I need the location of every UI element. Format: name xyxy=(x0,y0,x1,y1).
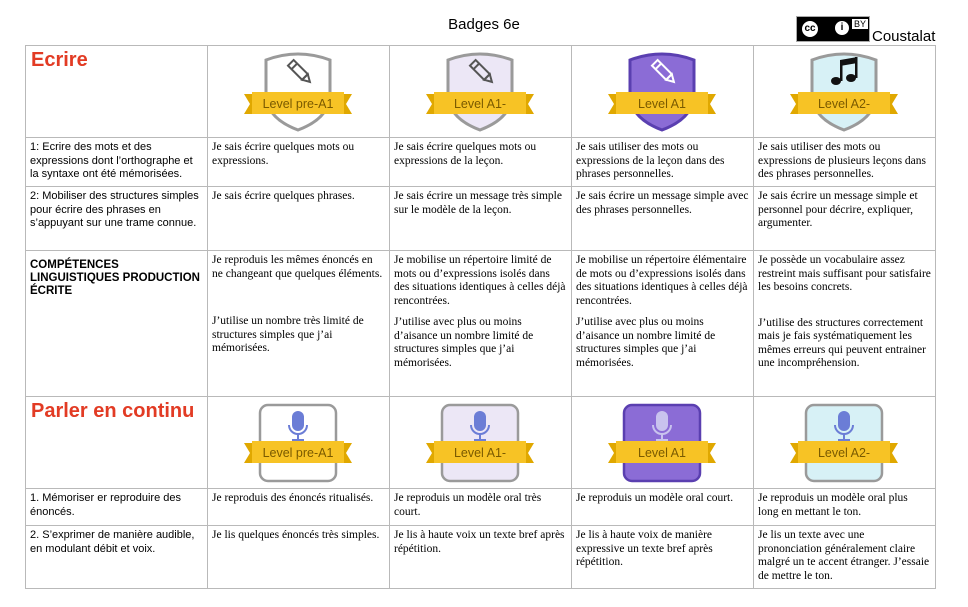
competence-label: COMPÉTENCES LINGUISTIQUES PRODUCTION ÉCRITE xyxy=(26,251,208,397)
level-label: Level A2- xyxy=(817,97,871,111)
level-ribbon xyxy=(426,92,534,114)
skill-label: 1. Mémoriser er reproduire des énoncés. xyxy=(26,489,208,526)
descriptor-cell: Je lis un texte avec une prononciation généralement claire malgré un te accent étranger. J’essaie de mettre le ton. xyxy=(754,526,936,589)
table-row xyxy=(26,138,936,187)
skill-label: 2. S’exprimer de manière audible, en modulant débit et voix. xyxy=(26,526,208,589)
descriptor-cell: Je sais écrire un message simple avec des phrases personnelles. xyxy=(572,187,754,251)
level-ribbon xyxy=(426,441,534,463)
section-parler-header-row xyxy=(26,397,936,489)
descriptor-cell: Je sais écrire un message très simple sur le modèle de la leçon. xyxy=(390,187,572,251)
badge-shield-a1 xyxy=(572,46,754,138)
cc-license-logo xyxy=(796,16,870,42)
descriptor-para: Je possède un vocabulaire assez restreint mais suffisant pour satisfaire les besoins concrets. xyxy=(758,254,931,293)
badge-shield-a2-minus xyxy=(754,46,936,138)
cc-icon: cc xyxy=(800,19,820,39)
person-icon: i xyxy=(833,19,851,37)
level-ribbon xyxy=(244,441,352,463)
descriptor-cell: Je sais écrire quelques phrases. xyxy=(208,187,390,251)
descriptor-para: Je reproduis les mêmes énoncés en ne changeant que quelques éléments. xyxy=(212,254,383,280)
level-label: Level A2- xyxy=(817,446,871,460)
table-row xyxy=(26,489,936,526)
badge-shield-a1-minus xyxy=(390,46,572,138)
author-name: Coustalat xyxy=(872,28,936,45)
descriptor-cell: Je lis quelques énoncés très simples. xyxy=(208,526,390,589)
badge-square-a1-minus xyxy=(390,397,572,489)
section-heading-ecrire: Ecrire xyxy=(26,46,208,138)
level-label: Level pre-A1 xyxy=(262,446,334,460)
descriptor-para: Je mobilise un répertoire limité de mots ou d’expressions isolés dans des situations identiques à celles déjà rencontrées. xyxy=(394,254,566,307)
descriptor-para: J’utilise avec plus ou moins d’aisance un nombre limité de structures simples que j’ai mémorisées. xyxy=(394,316,534,369)
descriptor-cell xyxy=(754,251,936,397)
page-title: Badges 6e xyxy=(448,16,520,33)
badge-square-a1 xyxy=(572,397,754,489)
badge-shield-pre-a1 xyxy=(208,46,390,138)
descriptor-cell: Je lis à haute voix de manière expressive un texte bref après répétition. xyxy=(572,526,754,589)
descriptor-cell: Je sais écrire quelques mots ou expressions de la leçon. xyxy=(390,138,572,187)
level-ribbon xyxy=(244,92,352,114)
level-ribbon xyxy=(790,92,898,114)
descriptor-cell: Je lis à haute voix un texte bref après répétition. xyxy=(390,526,572,589)
descriptor-cell: Je sais écrire quelques mots ou expressions. xyxy=(208,138,390,187)
descriptor-para: J’utilise des structures correctement mais je fais systématiquement les mêmes erreurs qui peuvent entrainer une incompréhension. xyxy=(758,316,926,369)
badge-square-pre-a1 xyxy=(208,397,390,489)
level-label: Level A1- xyxy=(453,97,507,111)
skill-label: 1: Ecrire des mots et des expressions dont l’orthographe et la syntaxe ont été mémorisées. xyxy=(26,138,208,187)
skill-label: 2: Mobiliser des structures simples pour écrire des phrases en s’appuyant sur une trame connue. xyxy=(26,187,208,251)
table-row xyxy=(26,526,936,589)
level-ribbon xyxy=(608,92,716,114)
descriptor-cell: Je reproduis un modèle oral court. xyxy=(572,489,754,526)
badges-table xyxy=(25,45,936,589)
badge-square-a2-minus xyxy=(754,397,936,489)
descriptor-cell: Je sais utiliser des mots ou expressions de plusieurs leçons dans des phrases personnelles. xyxy=(754,138,936,187)
descriptor-cell: Je reproduis un modèle oral très court. xyxy=(390,489,572,526)
level-ribbon xyxy=(608,441,716,463)
section-heading-parler: Parler en continu xyxy=(26,397,208,489)
descriptor-cell: Je reproduis un modèle oral plus long en mettant le ton. xyxy=(754,489,936,526)
table-row-competences xyxy=(26,251,936,397)
descriptor-cell: Je reproduis des énoncés ritualisés. xyxy=(208,489,390,526)
level-label: Level A1- xyxy=(453,446,507,460)
descriptor-cell: Je sais écrire un message simple et personnel pour décrire, expliquer, argumenter. xyxy=(754,187,936,251)
descriptor-para: Je mobilise un répertoire élémentaire de mots ou d’expressions isolés dans des situations identiques à celles déjà rencontrées. xyxy=(576,254,748,307)
cc-by-label: BY xyxy=(853,19,866,29)
descriptor-para: J’utilise avec plus ou moins d’aisance un nombre limité de structures simples que j’ai mémorisées. xyxy=(576,316,716,369)
level-label: Level A1 xyxy=(638,97,686,111)
descriptor-cell xyxy=(390,251,572,397)
level-ribbon xyxy=(790,441,898,463)
descriptor-para: J’utilise un nombre très limité de structures simples que j’ai mémorisées. xyxy=(212,315,364,354)
level-label: Level A1 xyxy=(638,446,686,460)
section-ecrire-header-row xyxy=(26,46,936,138)
descriptor-cell xyxy=(572,251,754,397)
table-row xyxy=(26,187,936,251)
level-label: Level pre-A1 xyxy=(262,97,334,111)
descriptor-cell: Je sais utiliser des mots ou expressions de la leçon dans des phrases personnelles. xyxy=(572,138,754,187)
descriptor-cell xyxy=(208,251,390,397)
